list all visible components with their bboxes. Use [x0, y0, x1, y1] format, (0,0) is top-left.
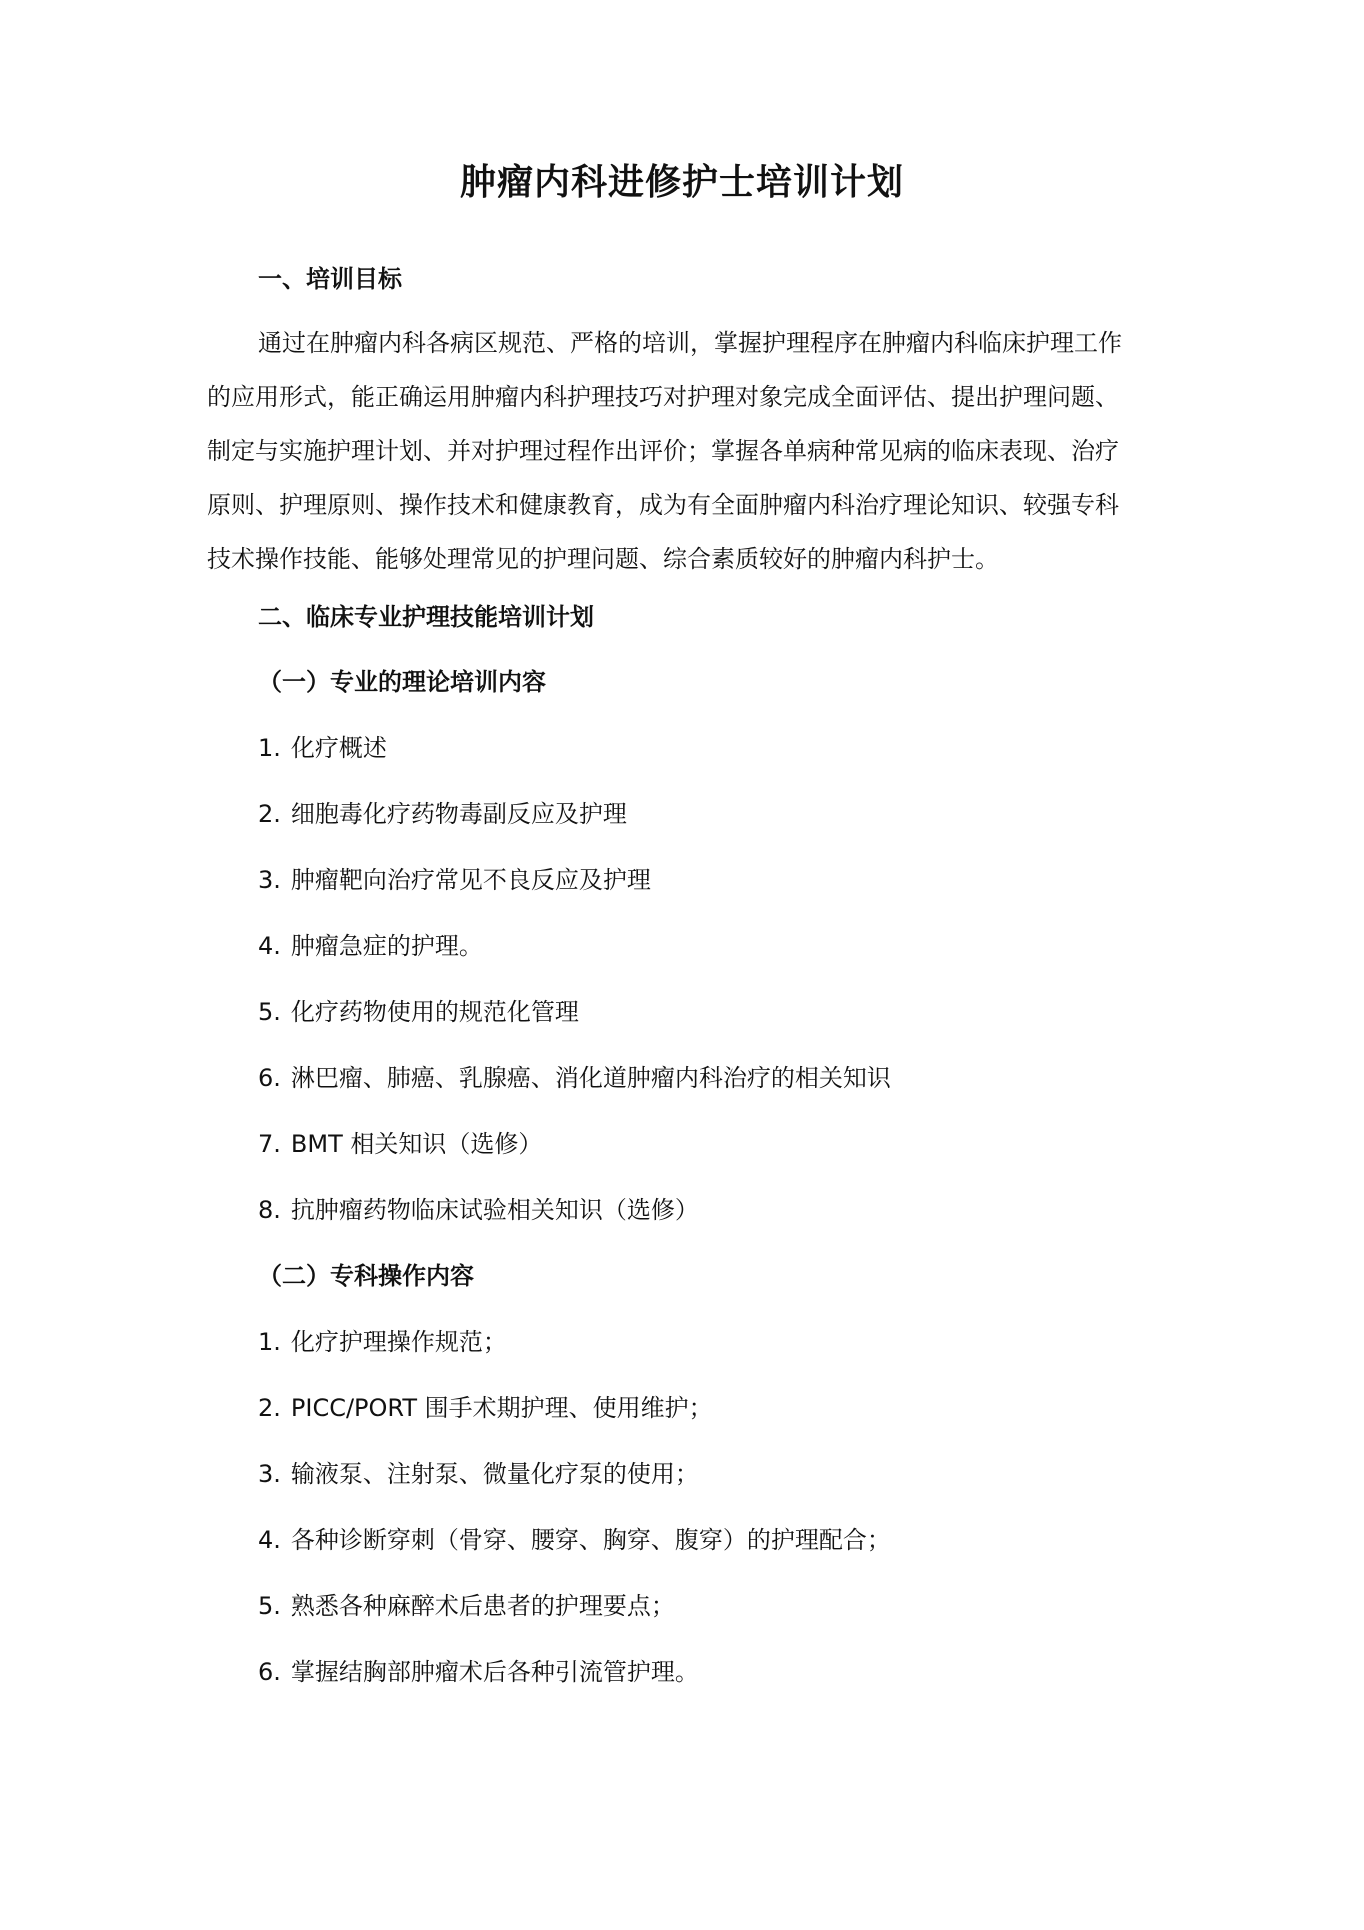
section-heading-skills: 二、临床专业护理技能培训计划	[258, 603, 594, 631]
list-item	[258, 1325, 507, 1359]
list-item	[258, 1457, 699, 1491]
list-item	[258, 1391, 713, 1425]
list-item-text: 抗肿瘤药物临床试验相关知识（选修）	[290, 1196, 699, 1224]
subsection-heading-operations: （二）专科操作内容	[258, 1262, 474, 1290]
list-item	[258, 863, 651, 897]
list-item-number: 1.	[258, 1328, 281, 1356]
list-item-text: 肿瘤靶向治疗常见不良反应及护理	[290, 866, 651, 894]
paragraph-line: 原则、护理原则、操作技术和健康教育，成为有全面肿瘤内科治疗理论知识、较强专科	[207, 491, 1119, 519]
list-item-number: 7.	[258, 1130, 281, 1158]
document-title: 肿瘤内科进修护士培训计划	[459, 162, 904, 203]
list-item	[258, 1127, 542, 1161]
list-item	[258, 1061, 891, 1095]
list-item-number: 5.	[258, 998, 281, 1026]
list-item-number: 4.	[258, 932, 281, 960]
goals-paragraph	[207, 316, 1177, 586]
list-item-text: 化疗药物使用的规范化管理	[290, 998, 579, 1026]
list-item-number: 3.	[258, 866, 281, 894]
list-item	[258, 1655, 699, 1689]
paragraph-line: 通过在肿瘤内科各病区规范、严格的培训，掌握护理程序在肿瘤内科临床护理工作	[258, 329, 1122, 357]
section-heading-goals: 一、培训目标	[258, 265, 402, 293]
list-item-number: 2.	[258, 1394, 281, 1422]
list-item-text: 各种诊断穿刺（骨穿、腰穿、胸穿、腹穿）的护理配合；	[290, 1526, 891, 1554]
paragraph-line: 制定与实施护理计划、并对护理过程作出评价；掌握各单病种常见病的临床表现、治疗	[207, 437, 1119, 465]
list-item-text: 肿瘤急症的护理。	[290, 932, 483, 960]
list-item-number: 6.	[258, 1658, 281, 1686]
list-item-number: 2.	[258, 800, 281, 828]
paragraph-line: 技术操作技能、能够处理常见的护理问题、综合素质较好的肿瘤内科护士。	[207, 545, 999, 573]
list-item-number: 6.	[258, 1064, 281, 1092]
list-item	[258, 797, 627, 831]
list-item	[258, 1589, 675, 1623]
list-item	[258, 929, 483, 963]
list-item	[258, 1193, 699, 1227]
list-item-text: 化疗概述	[290, 734, 387, 762]
list-item-text: 熟悉各种麻醉术后患者的护理要点；	[290, 1592, 675, 1620]
list-item	[258, 995, 579, 1029]
list-item-text: 淋巴瘤、肺癌、乳腺癌、消化道肿瘤内科治疗的相关知识	[290, 1064, 891, 1092]
list-item-text: BMT 相关知识（选修）	[290, 1130, 543, 1158]
list-item-number: 4.	[258, 1526, 281, 1554]
list-item-text: PICC/PORT 围手术期护理、使用维护；	[290, 1394, 713, 1422]
subsection-heading-theory: （一）专业的理论培训内容	[258, 668, 546, 696]
list-item-text: 掌握结胸部肿瘤术后各种引流管护理。	[290, 1658, 699, 1686]
list-item-text: 细胞毒化疗药物毒副反应及护理	[290, 800, 627, 828]
paragraph-line: 的应用形式，能正确运用肿瘤内科护理技巧对护理对象完成全面评估、提出护理问题、	[207, 383, 1119, 411]
list-item-text: 化疗护理操作规范；	[290, 1328, 507, 1356]
list-item	[258, 731, 387, 765]
list-item-number: 1.	[258, 734, 281, 762]
list-item	[258, 1523, 891, 1557]
list-item-text: 输液泵、注射泵、微量化疗泵的使用；	[290, 1460, 699, 1488]
list-item-number: 5.	[258, 1592, 281, 1620]
list-item-number: 3.	[258, 1460, 281, 1488]
list-item-number: 8.	[258, 1196, 281, 1224]
